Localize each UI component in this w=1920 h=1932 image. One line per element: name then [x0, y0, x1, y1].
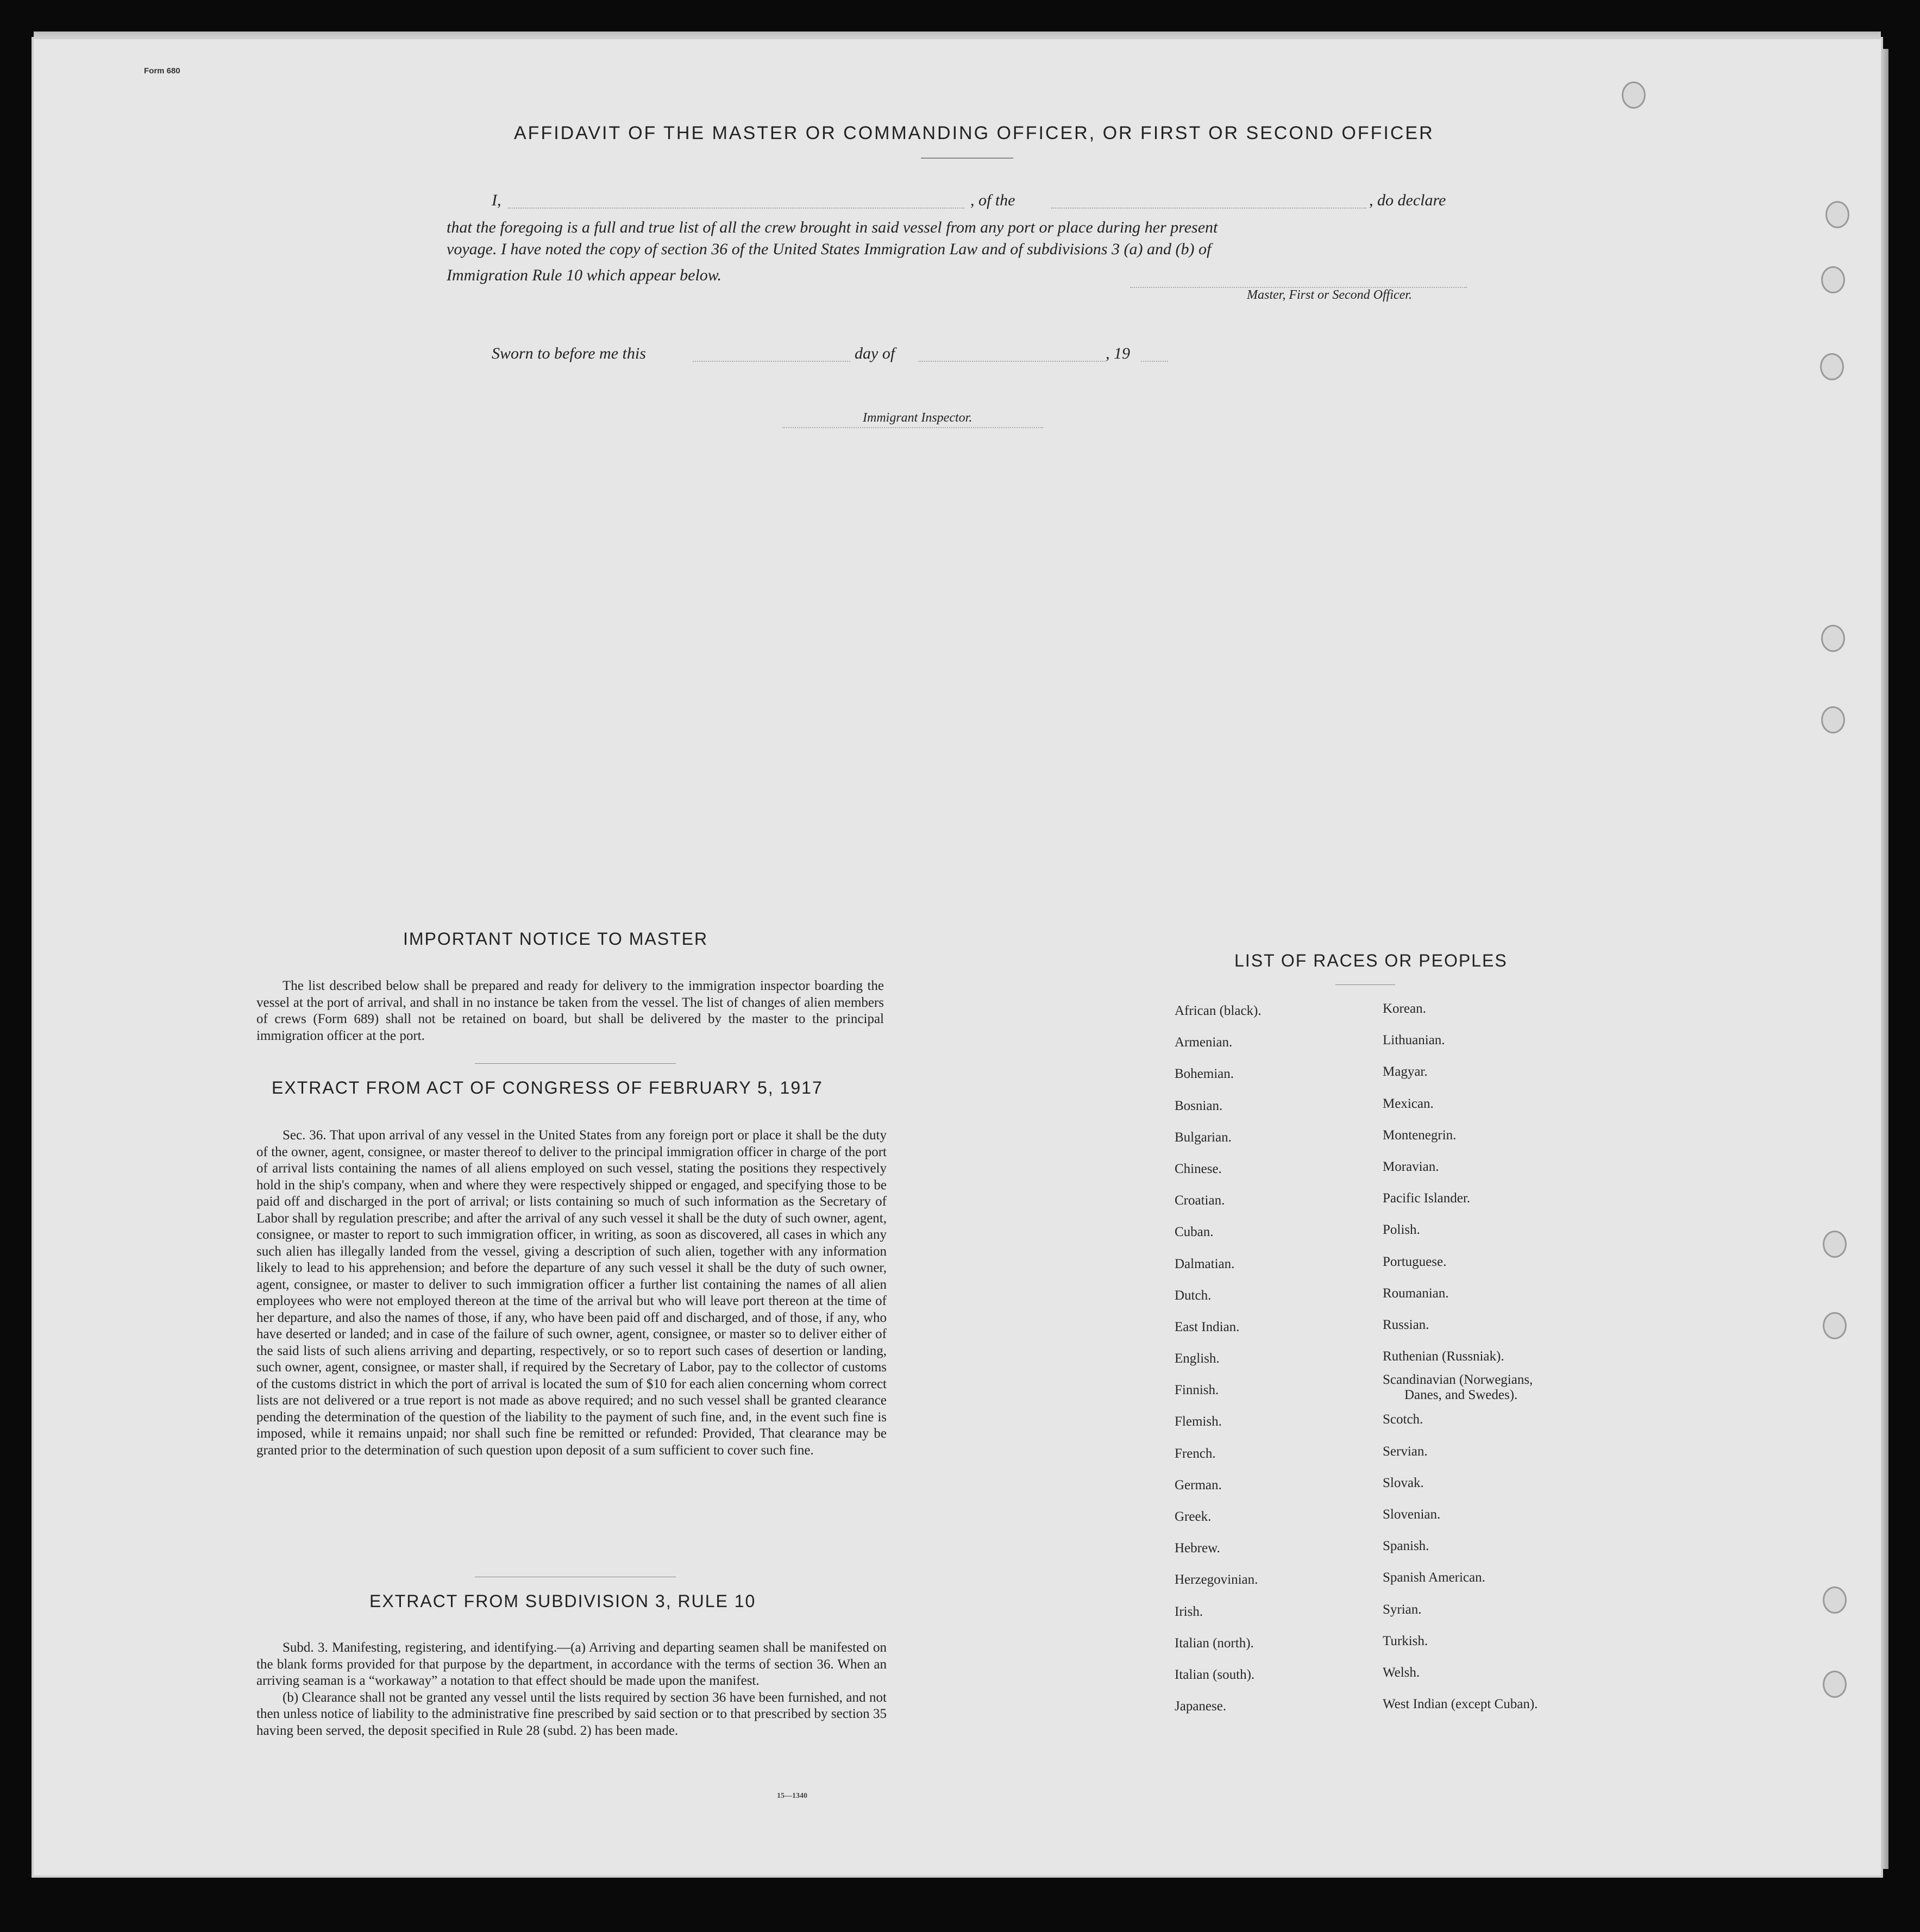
races-right-column	[1383, 993, 1538, 1720]
race-item: Slovak.	[1383, 1475, 1424, 1490]
rule-title: EXTRACT FROM SUBDIVISION 3, RULE 10	[369, 1591, 756, 1611]
race-item: Spanish American.	[1383, 1570, 1485, 1585]
race-item: Armenian.	[1175, 1035, 1233, 1050]
race-item-continuation: Danes, and Swedes).	[1404, 1388, 1518, 1403]
race-item: Magyar.	[1383, 1064, 1428, 1080]
race-item: Moravian.	[1383, 1159, 1439, 1174]
day-blank[interactable]	[693, 361, 850, 362]
binder-hole	[1825, 201, 1849, 228]
race-item: Pacific Islander.	[1383, 1191, 1471, 1206]
race-item: German.	[1175, 1477, 1222, 1492]
race-item: Spanish.	[1383, 1539, 1429, 1554]
rule-text: Subd. 3. Manifesting, registering, and identifying.—(a) Arriving and departing seamen shall be manifested on the blank forms provided for that purpose by the department, in accordance with the terms of section 36. When an arriving seaman is a “workaway” a notation to that effect should be made upon the manifest. (b) Clearance shall not be granted any vessel until the lists required by section 36 have been furnished, and not then unless notice of liability to the administrative fine prescribed by said section or to that prescribed by section 35 having been served, the deposit specified in Rule 28 (subd. 2) has been made.	[256, 1640, 887, 1738]
signature-label: Master, First or Second Officer.	[1247, 288, 1412, 302]
race-item: Syrian.	[1383, 1602, 1422, 1617]
notice-title: IMPORTANT NOTICE TO MASTER	[403, 929, 708, 949]
race-item: French.	[1175, 1446, 1216, 1461]
affidavit-text-line: Immigration Rule 10 which appear below.	[447, 266, 722, 284]
race-item: Japanese.	[1175, 1699, 1227, 1714]
race-item: Cuban.	[1175, 1225, 1214, 1240]
affidavit-text-line: that the foregoing is a full and true list of all the crew brought in said vessel from any port or place during her present	[447, 218, 1218, 236]
affidavit-text-line: voyage. I have noted the copy of section 36 of the United States Immigration Law and of subdivisions 3 (a) and (b) of	[447, 240, 1212, 258]
binder-hole	[1823, 1671, 1847, 1698]
divider	[475, 1063, 676, 1064]
race-item: Dutch.	[1175, 1288, 1212, 1303]
race-item: Bosnian.	[1175, 1098, 1223, 1113]
binder-hole	[1820, 353, 1844, 380]
race-item: Lithuanian.	[1383, 1033, 1445, 1048]
divider	[921, 158, 1013, 159]
race-item: Welsh.	[1383, 1665, 1420, 1680]
act-text: Sec. 36. That upon arrival of any vessel in the United States from any foreign port or place it shall be the duty of the owner, agent, consignee, or master thereof to deliver to the principal immigration officer in charge of the port of arrival lists containing the names of all aliens employed on such vessel, stating the positions they respectively hold in the ship's company, when and where they were respectively shipped or engaged, and specifying those to be paid off and discharged in the port of arrival; or lists containing so much of such information as the Secretary of Labor shall by regulation prescribe; and after the arrival of any such vessel it shall be the duty of such owner, agent, consignee, or master to report to such immigration officer, in writing, as soon as discovered, all cases in which any such alien has illegally landed from the vessel, giving a description of such alien, together with any information likely to lead to his apprehension; and before the departure of any such vessel it shall be the duty of such owner, agent, consignee, or master to deliver to such immigration officer a further list containing the names of all alien employees who were not employed thereon at the time of the arrival but who will leave port thereon at the time of her departure, and also the names of those, if any, who have been paid off and discharged, and of those, if any, who have deserted or landed; and in case of the failure of such owner, agent, consignee, or master so to deliver either of the said lists of such aliens arriving and departing, respectively, or so to report such cases of desertion or landing, such owner, agent, consignee, or master shall, if required by the Secretary of Labor, pay to the collector of customs of the customs district in which the port of arrival is located the sum of $10 for each alien concerning whom correct lists are not delivered or a true report is not made as above required; and no such vessel shall be granted clearance pending the determination of the question of the liability to the payment of such fine, and, in the event such fine is imposed, while it remains unpaid; nor shall such fine be remitted or refunded: Provided, That clearance may be granted prior to the determination of such question upon deposit of a sum sufficient to cover such fine.	[256, 1128, 887, 1458]
race-item: Chinese.	[1175, 1161, 1222, 1176]
race-item: West Indian (except Cuban).	[1383, 1697, 1538, 1712]
race-item: Dalmatian.	[1175, 1256, 1235, 1271]
notice-text: The list described below shall be prepared and ready for delivery to the immigration inspector boarding the vessel at the port of arrival, and shall in no instance be taken from the vessel. The list of changes of alien members of crews (Form 689) shall not be retained on board, but shall be delivered by the master to the principal immigration officer at the port.	[256, 978, 884, 1043]
race-item: Bulgarian.	[1175, 1130, 1232, 1145]
race-item: Finnish.	[1175, 1383, 1219, 1398]
race-item: Irish.	[1175, 1604, 1203, 1619]
affidavit-title: AFFIDAVIT OF THE MASTER OR COMMANDING OFFICER, OR FIRST OR SECOND OFFICER	[514, 123, 1434, 143]
name-blank[interactable]	[508, 208, 964, 209]
binder-hole	[1821, 266, 1845, 293]
race-item: Flemish.	[1175, 1414, 1222, 1429]
affidavit-i: I,	[492, 191, 501, 209]
races-left-column	[1175, 995, 1262, 1722]
race-item: Roumanian.	[1383, 1285, 1449, 1301]
binder-hole	[1823, 1231, 1847, 1258]
race-item: Greek.	[1175, 1509, 1212, 1524]
sworn-prefix: Sworn to before me this	[492, 344, 646, 362]
binder-hole	[1821, 706, 1845, 733]
race-item: English.	[1175, 1351, 1220, 1366]
race-item: Ruthenian (Russniak).	[1383, 1349, 1504, 1364]
year-blank[interactable]	[1141, 361, 1168, 362]
affidavit-declare: , do declare	[1369, 191, 1446, 209]
affidavit-of-the: , of the	[970, 191, 1015, 209]
inspector-label: Immigrant Inspector.	[863, 411, 972, 425]
race-item: Russian.	[1383, 1317, 1429, 1332]
binder-hole	[1823, 1586, 1847, 1614]
sworn-day-of: day of	[855, 344, 895, 362]
binder-hole	[1622, 81, 1646, 109]
race-item: Hebrew.	[1175, 1541, 1220, 1556]
form-page	[34, 39, 1881, 1875]
race-item: Mexican.	[1383, 1096, 1434, 1111]
races-title: LIST OF RACES OR PEOPLES	[1234, 951, 1508, 970]
race-item	[1383, 1372, 1538, 1404]
binder-hole	[1823, 1312, 1847, 1339]
race-item: African (black).	[1175, 1003, 1262, 1018]
race-item: Korean.	[1383, 1001, 1426, 1016]
race-item: Turkish.	[1383, 1633, 1428, 1648]
sworn-year: , 19	[1106, 344, 1130, 362]
month-blank[interactable]	[918, 361, 1106, 362]
form-number: Form 680	[144, 66, 180, 76]
race-item: East Indian.	[1175, 1319, 1240, 1334]
race-item: Polish.	[1383, 1222, 1420, 1238]
race-item-line: Scandinavian (Norwegians,	[1383, 1372, 1533, 1388]
divider	[1335, 984, 1395, 985]
race-item: Scotch.	[1383, 1412, 1423, 1427]
act-title: EXTRACT FROM ACT OF CONGRESS OF FEBRUARY 5, 1917	[272, 1078, 823, 1097]
race-item: Herzegovinian.	[1175, 1572, 1258, 1588]
race-item: Bohemian.	[1175, 1067, 1234, 1082]
page-edge-right	[1881, 49, 1888, 1869]
race-item: Croatian.	[1175, 1193, 1225, 1208]
binder-hole	[1821, 625, 1845, 652]
race-item: Servian.	[1383, 1444, 1428, 1459]
printer-mark: 15—1340	[777, 1792, 807, 1800]
page-edge	[34, 32, 1881, 39]
race-item: Montenegrin.	[1383, 1127, 1457, 1143]
race-item: Slovenian.	[1383, 1507, 1441, 1522]
race-item: Portuguese.	[1383, 1254, 1447, 1269]
vessel-blank[interactable]	[1051, 208, 1366, 209]
inspector-blank[interactable]	[782, 427, 1043, 428]
race-item: Italian (north).	[1175, 1635, 1254, 1651]
race-item: Italian (south).	[1175, 1667, 1255, 1682]
